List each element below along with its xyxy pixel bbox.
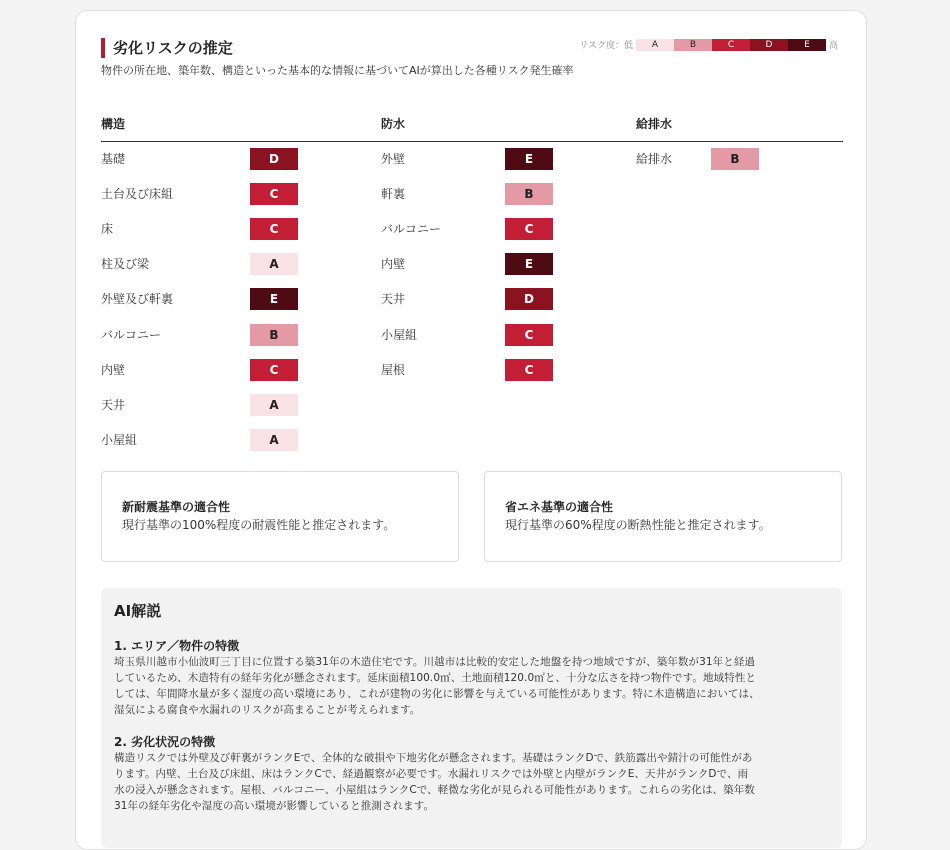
risk-item-structure [101,324,298,346]
ai-section-line: しては、年間降水量が多く湿度の高い環境にあり、これが建物の劣化に影響を与えている可能性があります。特に木造構造においては、 [114,688,760,700]
risk-item-label: 軒裏 [381,187,406,202]
risk-item-structure [101,359,298,381]
ai-section-heading: 2. 劣化状況の特徴 [114,735,216,749]
risk-item-structure [101,288,298,310]
risk-item-waterproof [381,218,553,240]
legend-grade-d: D [750,39,788,51]
legend-low-label: リスク度：低 [579,41,633,51]
risk-item-label: バルコニー [381,222,442,237]
risk-grade-badge: E [505,148,553,170]
risk-item-structure [101,183,298,205]
ai-section-deterioration [114,734,826,814]
risk-item-label: 天井 [381,292,406,307]
risk-grade-badge: C [250,218,298,240]
ai-section-line: 31年の経年劣化や湿度の高い環境が影響していると推測されます。 [114,800,435,812]
risk-item-label: 小屋組 [381,327,418,342]
energy-compliance-box [484,471,842,562]
risk-item-label: 外壁 [381,152,406,166]
ai-explanation-panel [101,588,842,848]
risk-grade-badge: A [250,253,298,275]
category-header-row [101,115,843,142]
risk-grade-badge: C [505,218,553,240]
seismic-compliance-body: 現行基準の100%程度の耐震性能と推定されます。 [122,518,396,532]
risk-grade-badge: A [250,429,298,451]
legend-grade-a: A [636,39,674,51]
risk-item-label: バルコニー [101,327,162,342]
ai-section-area [114,638,826,718]
risk-grade-badge: C [505,324,553,346]
ai-section-line: 構造リスクでは外壁及び軒裏がランクEで、全体的な破損や下地劣化が懸念されます。基礎はランクDで、鉄筋露出や錆汁の可能性があ [114,752,753,764]
risk-item-label: 天井 [101,397,126,412]
risk-item-structure [101,148,298,170]
risk-item-structure [101,429,298,451]
title-accent-bar [101,38,105,58]
risk-item-label: 内壁 [381,257,406,272]
ai-section-line: 埼玉県川越市小仙波町三丁目に位置する築31年の木造住宅です。川越市は比較的安定した地盤を持つ地域ですが、築年数が31年と経過 [114,656,756,668]
risk-item-structure [101,394,298,416]
legend-grade-c: C [712,39,750,51]
risk-grade-badge: C [250,359,298,381]
risk-item-label: 外壁及び軒裏 [101,292,174,307]
risk-grade-badge: C [505,359,553,381]
risk-grade-badge: E [505,253,553,275]
risk-item-label: 給排水 [636,152,673,166]
risk-item-structure [101,218,298,240]
ai-section-line: 湿気による腐食や水漏れのリスクが高まることが考えられます。 [114,704,421,716]
risk-item-waterproof [381,324,553,346]
risk-item-label: 土台及び床組 [101,187,174,202]
risk-item-waterproof [381,148,553,170]
risk-item-waterproof [381,183,553,205]
seismic-compliance-title: 新耐震基準の適合性 [122,500,231,514]
risk-item-label: 小屋組 [101,432,138,447]
legend-high-label: 高 [828,41,838,51]
risk-grade-badge: D [250,148,298,170]
risk-grade-badge: E [250,288,298,310]
ai-section-line: しているため、木造特有の経年劣化が懸念されます。延床面積100.0㎡、土地面積120.0㎡と、十分な広さを持つ物件です。地域特性と [114,672,757,684]
legend-grade-e: E [788,39,826,51]
risk-item-structure [101,253,298,275]
risk-card [75,10,867,850]
column-heading-plumbing: 給排水 [636,117,673,131]
risk-grade-badge: D [505,288,553,310]
risk-grade-badge: A [250,394,298,416]
legend-grade-b: B [674,39,712,51]
risk-item-label: 内壁 [101,362,126,377]
risk-grade-badge: B [505,183,553,205]
column-heading-structure: 構造 [101,117,126,131]
risk-item-waterproof [381,359,553,381]
ai-section-heading: 1. エリア／物件の特徴 [114,639,240,653]
risk-item-waterproof [381,288,553,310]
risk-item-plumbing [636,148,759,170]
ai-section-line: 水の浸入が懸念されます。屋根、バルコニー、小屋組はランクCで、軽微な劣化が見られる可能性があります。これらの劣化は、築年数 [114,784,755,796]
page-title: 劣化リスクの推定 [113,39,233,57]
risk-item-label: 床 [101,222,114,237]
energy-compliance-title: 省エネ基準の適合性 [505,500,614,514]
risk-item-label: 柱及び梁 [101,257,150,272]
seismic-compliance-box [101,471,459,562]
risk-legend [576,38,841,51]
energy-compliance-body: 現行基準の60%程度の断熱性能と推定されます。 [505,518,771,532]
risk-item-label: 基礎 [101,152,126,166]
ai-section-line: ります。内壁、土台及び床組、床はランクCで、経過観察が必要です。水漏れリスクでは外壁と内壁がランクE、天井がランクDで、雨 [114,768,749,780]
page-subtitle: 物件の所在地、築年数、構造といった基本的な情報に基づいてAIが算出した各種リスク発生確率 [101,64,574,77]
column-heading-waterproof: 防水 [381,117,406,131]
risk-item-waterproof [381,253,553,275]
risk-grade-badge: B [250,324,298,346]
risk-grade-badge: B [711,148,759,170]
ai-explanation-title: AI解説 [114,602,162,620]
risk-item-label: 屋根 [381,362,406,377]
risk-grade-badge: C [250,183,298,205]
